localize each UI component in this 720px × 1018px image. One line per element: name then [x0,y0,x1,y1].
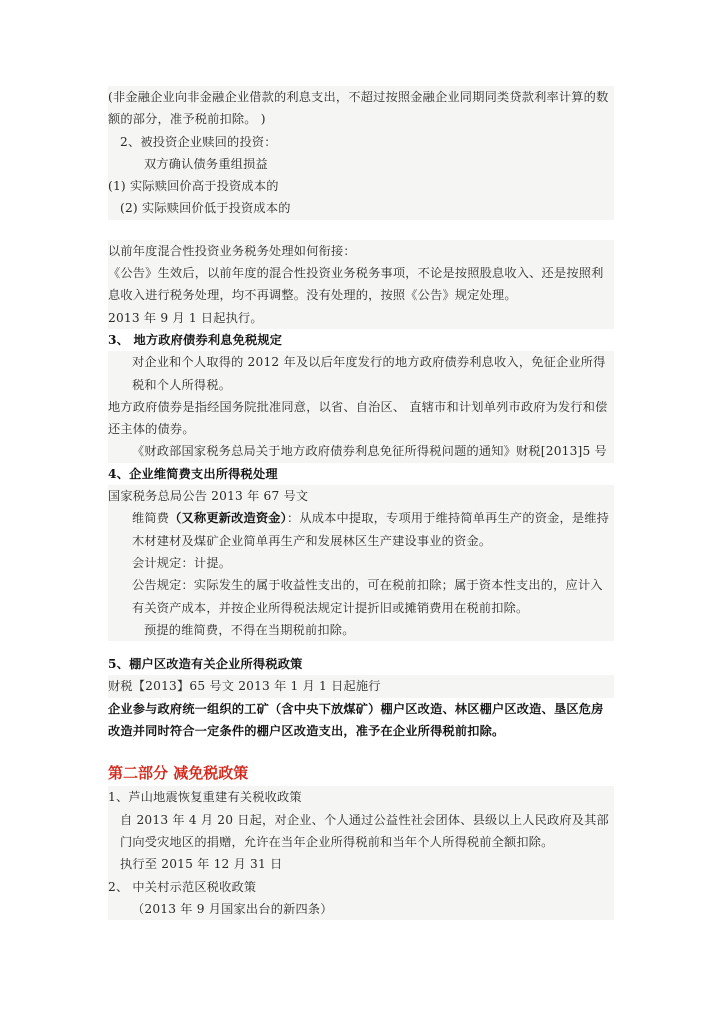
paragraph-lushan-donation: 自 2013 年 4 月 20 日起，对企业、个人通过公益性社会团体、县级以上人民政府及其部门向受灾地区的捐赠，允许在当年企业所得税前和当年个人所得税前全额扣除。 [120,812,609,849]
block-interest-note [108,86,614,220]
block-part-two [108,786,614,920]
accounting-rule: 会计规定：计提。 [132,555,232,570]
heading-local-bond-interest: 3、 地方政府债券利息免税规定 [108,332,283,347]
paragraph-announcement-rule: 公告规定：实际发生的属于收益性支出的，可在税前扣除；属于资本性支出的，应计入有关资产成本，并按企业所得税法规定计提折旧或摊销费用在税前扣除。 [132,578,603,615]
heading-transition: 以前年度混合性投资业务税务处理如何衔接： [108,243,356,258]
paragraph-interest-note: (非金融企业向非金融企业借款的利息支出，不超过按照金融企业同期同类贷款利率计算的数额的部分，准予税前扣除。 ) [108,90,609,127]
heading-zhongguancun: 2、 中关村示范区税收政策 [108,879,257,894]
paragraph-local-bond-definition: 地方政府债券是指经国务院批准同意，以省、自治区、 直辖市和计划单列市政府为发行和偿还主体的债券。 [108,399,608,437]
spacer [108,220,614,240]
effective-date: 2013 年 9 月 1 日起执行。 [108,310,263,325]
section-heading-part-two: 第二部分 减免税政策 [108,764,249,783]
heading-lushan-earthquake: 1、芦山地震恢复重建有关税收政策 [108,790,302,805]
local-bond-notice-reference: 《财政部国家税务总局关于地方政府债券利息免征所得税问题的通知》财税[2013]5 号 [132,444,607,459]
block-local-bond [108,351,614,462]
item-redemption-lower: (2) 实际赎回价低于投资成本的 [120,201,291,216]
maintenance-fee-announcement: 国家税务总局公告 2013 年 67 号文 [108,489,309,504]
maintenance-fee-description: ：从成本中提取，专项用于维持简单再生产的资金，是维持木材建材及煤矿企业简单再生产和发展林区生产建设事业的资金。 [132,511,610,548]
spacer [108,742,614,754]
accrued-fee-rule: 预提的维简费，不得在当期税前扣除。 [144,622,355,637]
paragraph-announcement: 《公告》生效后，以前年度的混合性投资业务税务事项，不论是按照股息收入、还是按照利息收入进行税务处理，均不再调整。没有处理的，按照《公告》规定处理。 [108,266,604,303]
paragraph-shantytown: 企业参与政府统一组织的工矿（含中央下放煤矿）棚户区改造、林区棚户区改造、垦区危房改造并同时符合一定条件的棚户区改造支出，准予在企业所得税前扣除。 [108,701,604,739]
heading-shantytown: 5、棚户区改造有关企业所得税政策 [108,657,303,672]
lushan-expiry: 执行至 2015 年 12 月 31 日 [120,857,283,872]
paragraph-maintenance-fee-definition [108,507,614,552]
heading-maintenance-fee: 4、企业维简费支出所得税处理 [108,466,278,481]
item-redemption-higher: (1) 实际赎回价高于投资成本的 [108,179,279,194]
block-shantytown [108,675,614,697]
block-maintenance-fee [108,485,614,641]
spacer [108,641,614,653]
maintenance-fee-alias: （又称更新改造资金） [169,511,287,526]
item-redemption: 2、被投资企业赎回的投资： [120,134,277,149]
zhongguancun-note: （2013 年 9 月国家出台的新四条） [132,901,333,916]
maintenance-fee-term: 维简费 [132,511,170,526]
document-page [108,86,614,920]
shantytown-reference: 财税【2013】65 号文 2013 年 1 月 1 日起施行 [108,679,381,694]
paragraph-local-bond-exemption: 对企业和个人取得的 2012 年及以后年度发行的地方政府债券利息收入，免征企业所得税和个人所得税。 [132,355,606,392]
block-transition [108,240,614,329]
item-debt-restructuring: 双方确认债务重组损益 [144,156,268,171]
